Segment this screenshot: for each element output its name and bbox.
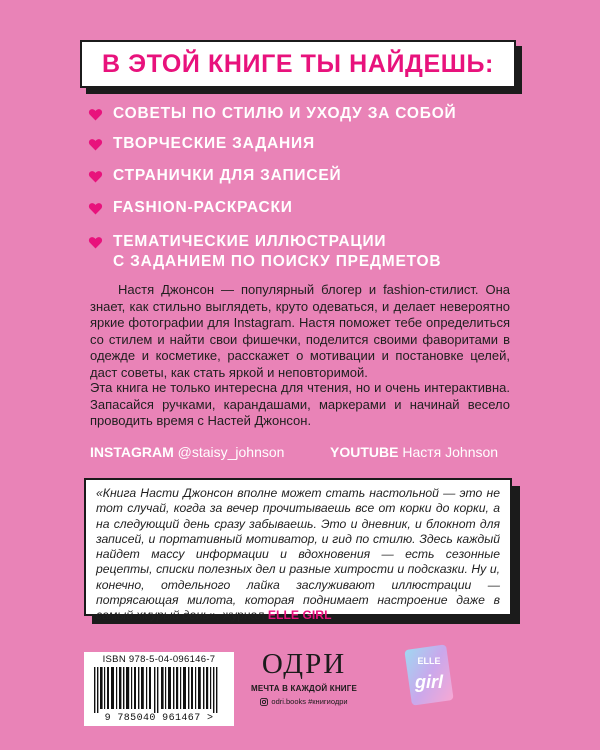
list-item <box>88 232 441 272</box>
heading-box <box>80 40 516 88</box>
heart-icon <box>88 169 103 184</box>
list-item <box>88 198 293 218</box>
quote-source: , журнал <box>216 608 268 623</box>
brand-logo-bottom: girl <box>414 672 444 692</box>
list-item-text: СОВЕТЫ ПО СТИЛЮ И УХОДУ ЗА СОБОЙ <box>113 105 457 122</box>
publisher-slogan: МЕЧТА В КАЖДОЙ КНИГЕ <box>250 684 358 693</box>
publisher-block <box>244 648 364 706</box>
review-quote <box>84 478 512 623</box>
instagram-icon <box>260 698 268 706</box>
interactive-paragraph: Эта книга не только интересна для чтения, но и очень интерактивна. Запасайся ручками, карандашами, маркерами и начинай весело проводить время с Настей Джонсон. <box>90 380 510 428</box>
instagram-link[interactable] <box>90 444 284 460</box>
intro-paragraph: Настя Джонсон — популярный блогер и fashion-стилист. Она знает, как стильно выглядеть, круто одеваться, и делает невероятно яркие фотографии для Instagram. Настя поможет тебе определиться со стилем и найти свои фишечки, поделится своими фаворитами в одежде и косметике, расскажет о мотивации и постановке целей, даст советы, как стать яркой и неповторимой. <box>90 282 510 380</box>
publisher-social <box>244 697 364 706</box>
publisher-social-text: odri.books #книгиодри <box>271 697 348 706</box>
heart-icon <box>88 201 103 216</box>
instagram-handle: @staisy_johnson <box>177 444 285 460</box>
quote-text-block <box>96 486 500 624</box>
youtube-link[interactable] <box>330 444 498 460</box>
quote-text: «Книга Насти Джонсон вполне может стать настольной — это не тот случай, когда за вечер прочитываешь все от корки до корки, а на следующий день сразу забываешь. Это и дневник, и блокнот для записей, и портативный мотиватор, и гид по стилю. Здесь каждый найдет массу информации и вдохновения — есть сезонные рецепты, списки полезных дел и разные хитрости и подсказки. Ну и, конечно, отдельного лайка заслуживают иллюстрации — потрясающая милота, которая поднимает настроение даже в самый хмурый день» <box>96 486 500 623</box>
elle-girl-logo <box>398 644 460 706</box>
instagram-label: INSTAGRAM <box>90 444 174 460</box>
heading: В ЭТОЙ КНИГЕ ТЫ НАЙДЕШЬ: <box>102 49 494 78</box>
publisher-logo: ОДРИ <box>261 648 347 680</box>
isbn-barcode <box>84 652 234 726</box>
list-item <box>88 134 315 154</box>
heart-icon <box>88 137 103 152</box>
list-item <box>88 104 457 124</box>
list-item-text: FASHION-РАСКРАСКИ <box>113 199 293 216</box>
isbn-number: ISBN 978-5-04-096146-7 <box>102 654 216 665</box>
barcode-bars <box>92 667 226 713</box>
youtube-label: YOUTUBE <box>330 444 399 460</box>
social-links <box>90 444 510 464</box>
list-item-text: ТВОРЧЕСКИЕ ЗАДАНИЯ <box>113 135 315 152</box>
quote-magazine: ELLE GIRL <box>267 608 332 623</box>
youtube-handle: Настя Johnson <box>402 444 499 460</box>
list-item <box>88 166 341 186</box>
list-item-text: ТЕМАТИЧЕСКИЕ ИЛЛЮСТРАЦИИ С ЗАДАНИЕМ ПО ПОИСКУ ПРЕДМЕТОВ <box>113 233 442 270</box>
list-item-text: СТРАНИЧКИ ДЛЯ ЗАПИСЕЙ <box>113 167 342 184</box>
heart-icon <box>88 107 103 122</box>
barcode-digits: 9 785040 961467 > <box>104 713 214 724</box>
heart-icon <box>88 235 103 250</box>
brand-logo-top: ELLE <box>417 656 441 666</box>
